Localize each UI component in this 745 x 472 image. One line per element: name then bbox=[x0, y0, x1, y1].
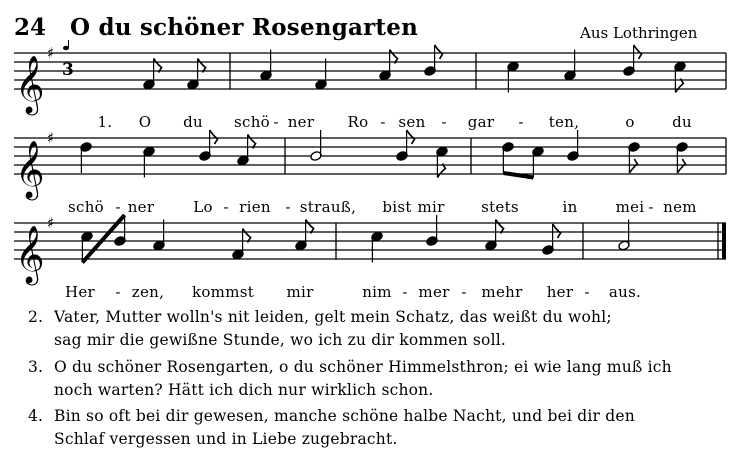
note-flag bbox=[210, 130, 218, 144]
lyric-syllable: - bbox=[380, 113, 386, 131]
lyric-syllable: - bbox=[115, 283, 121, 301]
lyric-syllable: rien bbox=[239, 198, 271, 216]
lyric-syllable: bist bbox=[382, 198, 412, 216]
final-barline bbox=[722, 223, 726, 259]
lyric-syllable: in bbox=[562, 198, 578, 216]
lyric-syllable: ner bbox=[127, 198, 155, 216]
key-signature-sharp-icon: ♯ bbox=[47, 214, 55, 232]
lyric-syllable: mir bbox=[286, 283, 314, 301]
lyric-syllable: du bbox=[672, 113, 692, 131]
lyric-syllable: - bbox=[441, 113, 447, 131]
lyric-syllable: - bbox=[115, 198, 121, 216]
lyric-syllable: schö bbox=[234, 113, 270, 131]
treble-clef-icon: 𝄞 bbox=[15, 55, 45, 113]
verse-number: 2. bbox=[28, 308, 44, 326]
lyric-syllable: 1. bbox=[97, 113, 113, 131]
lyric-syllable: mer bbox=[418, 283, 450, 301]
lyric-syllable: ner bbox=[287, 113, 315, 131]
verse-text: Vater, Mutter wolln's nit leiden, gelt mein Schatz, das weißt du wohl; bbox=[54, 308, 612, 326]
verse-4-line-2: Schlaf vergessen und in Liebe zugebracht. bbox=[54, 430, 398, 448]
key-signature-sharp-icon: ♯ bbox=[47, 129, 55, 147]
lyric-syllable: O bbox=[138, 113, 152, 131]
treble-clef-icon: 𝄞 bbox=[15, 140, 45, 198]
lyric-syllable: - bbox=[518, 113, 524, 131]
lyric-syllable: her bbox=[546, 283, 574, 301]
verse-4-line-1 bbox=[28, 407, 635, 425]
lyric-syllable: Her bbox=[64, 283, 96, 301]
lyric-syllable: zen, bbox=[131, 283, 165, 301]
lyric-syllable: ten, bbox=[548, 113, 580, 131]
lyric-syllable: stets bbox=[481, 198, 519, 216]
lyric-syllable: sen bbox=[398, 113, 426, 131]
lyric-syllable: - bbox=[285, 198, 291, 216]
lyric-syllable: - bbox=[461, 283, 467, 301]
note-flag bbox=[677, 159, 685, 173]
lyric-syllable: Ro bbox=[347, 113, 369, 131]
lyric-syllable: mir bbox=[417, 198, 445, 216]
lyric-syllable: du bbox=[183, 113, 203, 131]
verse-number: 4. bbox=[28, 407, 44, 425]
lyric-syllable: - bbox=[402, 283, 408, 301]
verse-3-line-2: noch warten? Hätt ich dich nur wirklich schon. bbox=[54, 381, 434, 399]
note-flag bbox=[435, 45, 443, 59]
lyric-syllable: nim bbox=[362, 283, 392, 301]
note-flag bbox=[553, 224, 561, 238]
verse-number: 3. bbox=[28, 358, 44, 376]
note-flag bbox=[437, 164, 445, 178]
song-number: 24 bbox=[14, 14, 47, 41]
lyric-syllable: o bbox=[625, 113, 635, 131]
note-flag bbox=[407, 130, 415, 144]
verse-3-line-1 bbox=[28, 358, 672, 376]
lyric-syllable: Lo bbox=[193, 198, 213, 216]
lyric-syllable: - bbox=[584, 283, 590, 301]
song-origin: Aus Lothringen bbox=[580, 24, 698, 42]
lyric-syllable: aus. bbox=[608, 283, 642, 301]
verse-text: Bin so oft bei dir gewesen, manche schöne halbe Nacht, und bei dir den bbox=[54, 407, 635, 425]
key-signature-sharp-icon: ♯ bbox=[47, 44, 55, 62]
lyric-syllable: mehr bbox=[481, 283, 523, 301]
note-flag bbox=[634, 45, 642, 59]
lyric-syllable: gar bbox=[467, 113, 495, 131]
lyric-syllable: - bbox=[648, 198, 654, 216]
verse-2-line-2: sag mir die gewißne Stunde, wo ich zu dir kommen soll. bbox=[54, 331, 507, 349]
lyric-syllable: nem bbox=[663, 198, 697, 216]
lyric-syllable: schö bbox=[68, 198, 104, 216]
note-flag bbox=[629, 159, 637, 173]
lyric-syllable: - bbox=[223, 198, 229, 216]
song-title: O du schöner Rosengarten bbox=[70, 14, 418, 41]
lyric-syllable: strauß, bbox=[299, 198, 357, 216]
verse-2-line-1 bbox=[28, 308, 612, 326]
lyric-syllable: kommst bbox=[191, 283, 255, 301]
treble-clef-icon: 𝄞 bbox=[15, 225, 45, 283]
time-signature: 3 bbox=[62, 60, 74, 80]
lyric-syllable: - bbox=[273, 113, 279, 131]
verse-text: O du schöner Rosengarten, o du schöner Himmelsthron; ei wie lang muß ich bbox=[54, 358, 672, 376]
lyric-syllable: mei bbox=[615, 198, 645, 216]
